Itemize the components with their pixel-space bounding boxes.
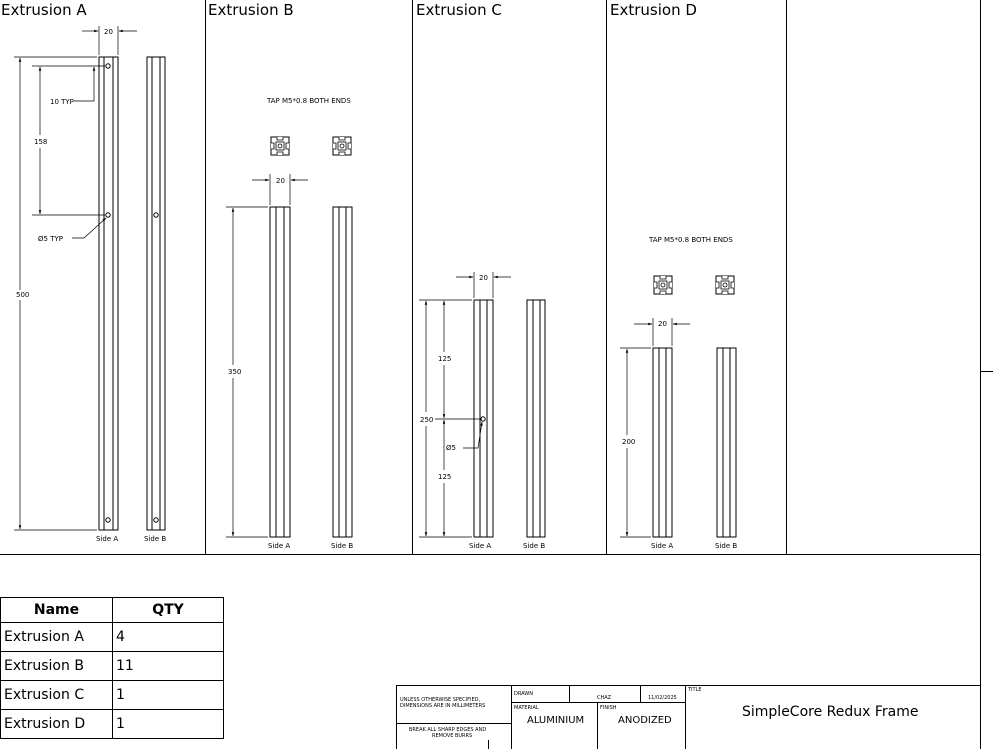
dim-b-length: 350	[228, 368, 242, 376]
extrusion-b-side-b	[333, 207, 352, 537]
label-b-side-a: Side A	[268, 542, 291, 550]
material-label: MATERIAL	[514, 705, 539, 711]
dim-c-half-bottom: 125	[438, 473, 452, 481]
dim-d-width: 20	[658, 320, 667, 328]
label-d-side-a: Side A	[651, 542, 674, 550]
table-row	[1, 623, 224, 652]
extrusion-c-side-a	[474, 300, 493, 537]
bom-table	[0, 597, 224, 739]
dim-c-half-top: 125	[438, 355, 452, 363]
drawing-title: SimpleCore Redux Frame	[742, 704, 919, 720]
drawn-by: CHAZ	[597, 695, 612, 701]
note-d-tap: TAP M5*0.8 BOTH ENDS	[649, 236, 733, 244]
edge-note-line-2: REMOVE BURRS	[432, 733, 473, 739]
dim-b-width: 20	[276, 177, 285, 185]
bom-cell-name: Extrusion D	[1, 710, 113, 739]
table-row	[1, 681, 224, 710]
general-note-line-1: UNLESS OTHERWISE SPECIFIED,	[400, 697, 481, 703]
bom-header-qty: QTY	[113, 598, 224, 623]
extrusion-b-profile-b	[333, 137, 351, 155]
extrusion-a-side-a	[99, 57, 118, 530]
title-block	[396, 685, 981, 749]
label-d-side-b: Side B	[715, 542, 738, 550]
bom-cell-qty: 1	[113, 681, 224, 710]
title-label: TITLE	[688, 687, 702, 693]
view-title-a: Extrusion A	[1, 1, 87, 19]
bom-header-name: Name	[1, 598, 113, 623]
bom-cell-name: Extrusion A	[1, 623, 113, 652]
bom-cell-name: Extrusion C	[1, 681, 113, 710]
label-c-side-a: Side A	[469, 542, 492, 550]
view-title-c: Extrusion C	[416, 1, 502, 19]
dim-a-width: 20	[104, 28, 113, 36]
extrusion-d-side-a	[653, 348, 672, 537]
label-a-side-b: Side B	[144, 535, 167, 543]
finish-label: FINISH	[600, 705, 617, 711]
extrusion-b-side-a	[270, 207, 290, 537]
finish-value: ANODIZED	[618, 715, 672, 726]
extrusion-d-side-b	[717, 348, 736, 537]
bom-cell-qty: 1	[113, 710, 224, 739]
dim-c-hole-dia: Ø5	[446, 444, 456, 452]
general-note-line-2: DIMENSIONS ARE IN MILLIMETERS	[400, 703, 486, 709]
dim-a-hole-pos: 158	[34, 138, 48, 146]
bom-cell-name: Extrusion B	[1, 652, 113, 681]
dim-c-length: 250	[420, 416, 434, 424]
view-title-b: Extrusion B	[208, 1, 294, 19]
extrusion-b-profile-a	[271, 137, 289, 155]
bom-cell-qty: 4	[113, 623, 224, 652]
drawn-label: DRAWN	[514, 691, 533, 697]
edge-note-line-1: BREAK ALL SHARP EDGES AND	[409, 727, 487, 733]
table-row	[1, 652, 224, 681]
note-b-tap: TAP M5*0.8 BOTH ENDS	[267, 97, 351, 105]
label-c-side-b: Side B	[523, 542, 546, 550]
label-b-side-b: Side B	[331, 542, 354, 550]
extrusion-d-profile-a	[654, 276, 672, 294]
extrusion-c-side-b	[527, 300, 545, 537]
drawn-date: 11/02/2025	[648, 695, 677, 701]
dim-d-length: 200	[622, 438, 636, 446]
table-row	[1, 710, 224, 739]
view-title-d: Extrusion D	[610, 1, 697, 19]
label-a-side-a: Side A	[96, 535, 119, 543]
extrusion-a-side-b	[147, 57, 165, 530]
dim-a-hole-dia: Ø5 TYP	[38, 235, 63, 243]
bom-cell-qty: 11	[113, 652, 224, 681]
dim-a-typ-offset: 10 TYP	[50, 98, 74, 106]
dim-c-width: 20	[479, 274, 488, 282]
bom-header-row	[1, 598, 224, 623]
extrusion-d-profile-b	[716, 276, 734, 294]
material-value: ALUMINIUM	[527, 715, 585, 726]
dim-a-length: 500	[16, 291, 30, 299]
